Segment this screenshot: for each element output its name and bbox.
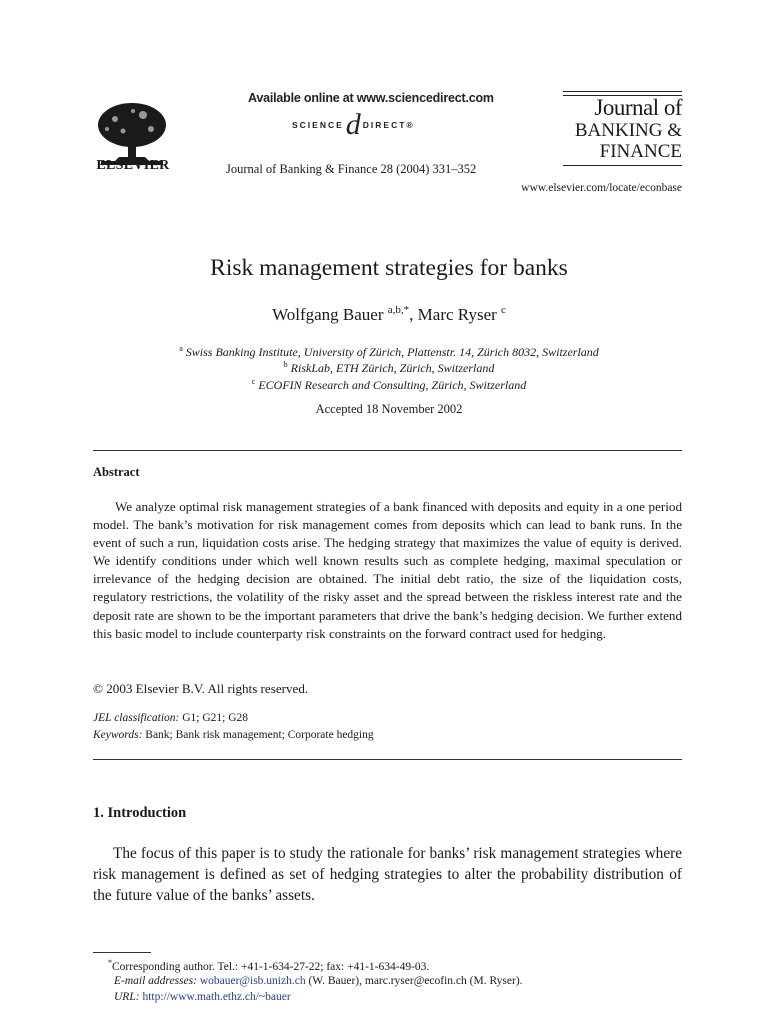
available-online-text: Available online at www.sciencedirect.com	[248, 91, 494, 105]
paper-title: Risk management strategies for banks	[210, 255, 568, 281]
abstract-top-divider	[93, 450, 682, 451]
author-2: , Marc Ryser	[409, 305, 497, 324]
author-1-affiliation-marks: a,b,*	[387, 304, 410, 316]
email-link-bauer[interactable]: wobauer@isb.unizh.ch	[199, 975, 306, 987]
jel-label: JEL classification:	[93, 712, 180, 724]
affiliation-text: Swiss Banking Institute, University of Zürich, Plattenstr. 14, Zürich 8032, Switzerland	[185, 345, 599, 359]
affiliation-b	[0, 360, 768, 376]
jel-classification	[93, 712, 248, 724]
affiliation-mark: c	[251, 377, 256, 386]
affiliation-mark: b	[283, 360, 288, 369]
author-1: Wolfgang Bauer	[272, 305, 384, 324]
copyright-notice: © 2003 Elsevier B.V. All rights reserved.	[93, 681, 309, 696]
abstract-heading: Abstract	[93, 465, 140, 479]
journal-logo-finance: FINANCE	[599, 141, 682, 162]
footnote-divider	[93, 952, 151, 953]
affiliation-a	[0, 344, 768, 360]
sciencedirect-logo	[292, 110, 415, 140]
author-2-affiliation-marks: c	[501, 304, 506, 316]
affiliation-mark: a	[179, 344, 183, 353]
email-owner-text: (W. Bauer), marc.ryser@ecofin.ch (M. Ryser).	[305, 975, 523, 987]
sciencedirect-left: SCIENCE	[292, 120, 344, 130]
affiliation-c	[0, 377, 768, 393]
journal-reference: Journal of Banking & Finance 28 (2004) 331–352	[226, 162, 477, 176]
footnote-url	[114, 991, 291, 1003]
journal-logo-title: Journal of	[594, 95, 682, 120]
section-heading-introduction: 1. Introduction	[93, 805, 187, 821]
abstract-bottom-divider	[93, 759, 682, 760]
accepted-date: Accepted 18 November 2002	[315, 402, 463, 416]
email-label: E-mail addresses:	[114, 975, 197, 987]
abstract-body: We analyze optimal risk management strategies of a bank financed with deposits and equity in a one period model. The bank’s motivation for risk management comes from deposits which can lead to bank runs. In the event of such a run, liquidation costs arise. The hedging strategy that maximizes the value of equity is derived. We identify conditions under which well known results such as complete hedging, maximal speculation or irrelevance of the hedging decision are obtained. The initial debt ratio, the size of the liquidation costs, regulatory restrictions, the volatility of the risky asset and the spread between the riskless interest rate and the deposit rate are shown to be the important parameters that drive the bank’s hedging decision. We further extend this basic model to include counterparty risk constraints on the forward contract used for hedging.	[93, 499, 682, 641]
journal-url[interactable]: www.elsevier.com/locate/econbase	[521, 182, 682, 194]
keywords-label: Keywords:	[93, 729, 143, 741]
elsevier-wordmark: ELSEVIER	[96, 158, 170, 173]
author-line	[0, 304, 768, 325]
url-label: URL:	[114, 991, 140, 1003]
footnote-corresponding-author	[108, 958, 429, 973]
footnote-text: Corresponding author. Tel.: +41-1-634-27-22; fax: +41-1-634-49-03.	[112, 961, 430, 973]
footnote-emails	[114, 975, 523, 987]
journal-logo-top-rule	[563, 91, 682, 92]
introduction-paragraph: The focus of this paper is to study the rationale for banks’ risk management strategies where risk management is defined as set of hedging strategies to alter the probability distribution of the future value of the banks’ assets.	[93, 845, 682, 904]
affiliation-text: RiskLab, ETH Zürich, Zürich, Switzerland	[290, 361, 495, 375]
affiliation-text: ECOFIN Research and Consulting, Zürich, Switzerland	[258, 378, 527, 392]
journal-logo-bottom-rule	[563, 165, 682, 166]
footnote-mark: *	[108, 958, 112, 967]
keywords-value: Bank; Bank risk management; Corporate hedging	[142, 729, 374, 741]
jel-value: G1; G21; G28	[179, 712, 249, 724]
homepage-link[interactable]: http://www.math.ethz.ch/~bauer	[142, 991, 291, 1003]
sciencedirect-d-mark: d	[345, 108, 361, 141]
keywords	[93, 729, 374, 741]
sciencedirect-right: DIRECT®	[362, 120, 415, 130]
journal-logo-banking: BANKING &	[574, 120, 682, 141]
